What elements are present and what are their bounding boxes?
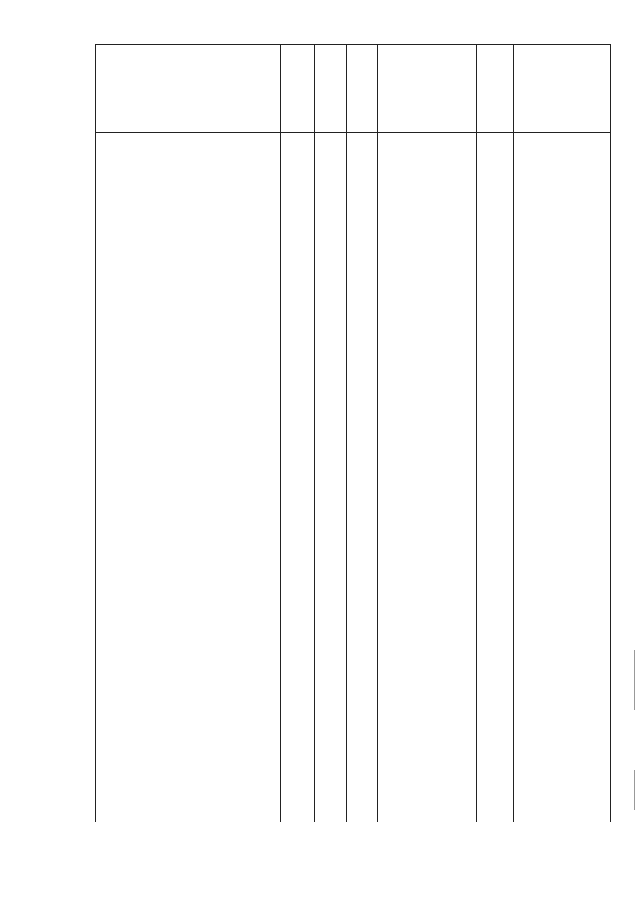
scan-edge-mark bbox=[634, 770, 635, 810]
column-rule bbox=[513, 44, 514, 822]
column-rule bbox=[377, 44, 378, 822]
header-name bbox=[95, 44, 280, 132]
header-podrazdel bbox=[346, 44, 377, 132]
header-summa bbox=[513, 44, 610, 132]
header-razdel bbox=[314, 44, 346, 132]
column-rule bbox=[346, 44, 347, 822]
header-rule bbox=[95, 132, 610, 133]
header-gruppa bbox=[476, 44, 513, 132]
budget-table bbox=[95, 44, 610, 822]
column-rule bbox=[314, 44, 315, 822]
header-ved bbox=[280, 44, 314, 132]
table-border-right bbox=[610, 44, 611, 822]
column-rule bbox=[476, 44, 477, 822]
table-border-left bbox=[95, 44, 96, 822]
column-rule bbox=[280, 44, 281, 822]
header-celevaya bbox=[377, 44, 476, 132]
scan-edge-mark bbox=[634, 650, 635, 710]
